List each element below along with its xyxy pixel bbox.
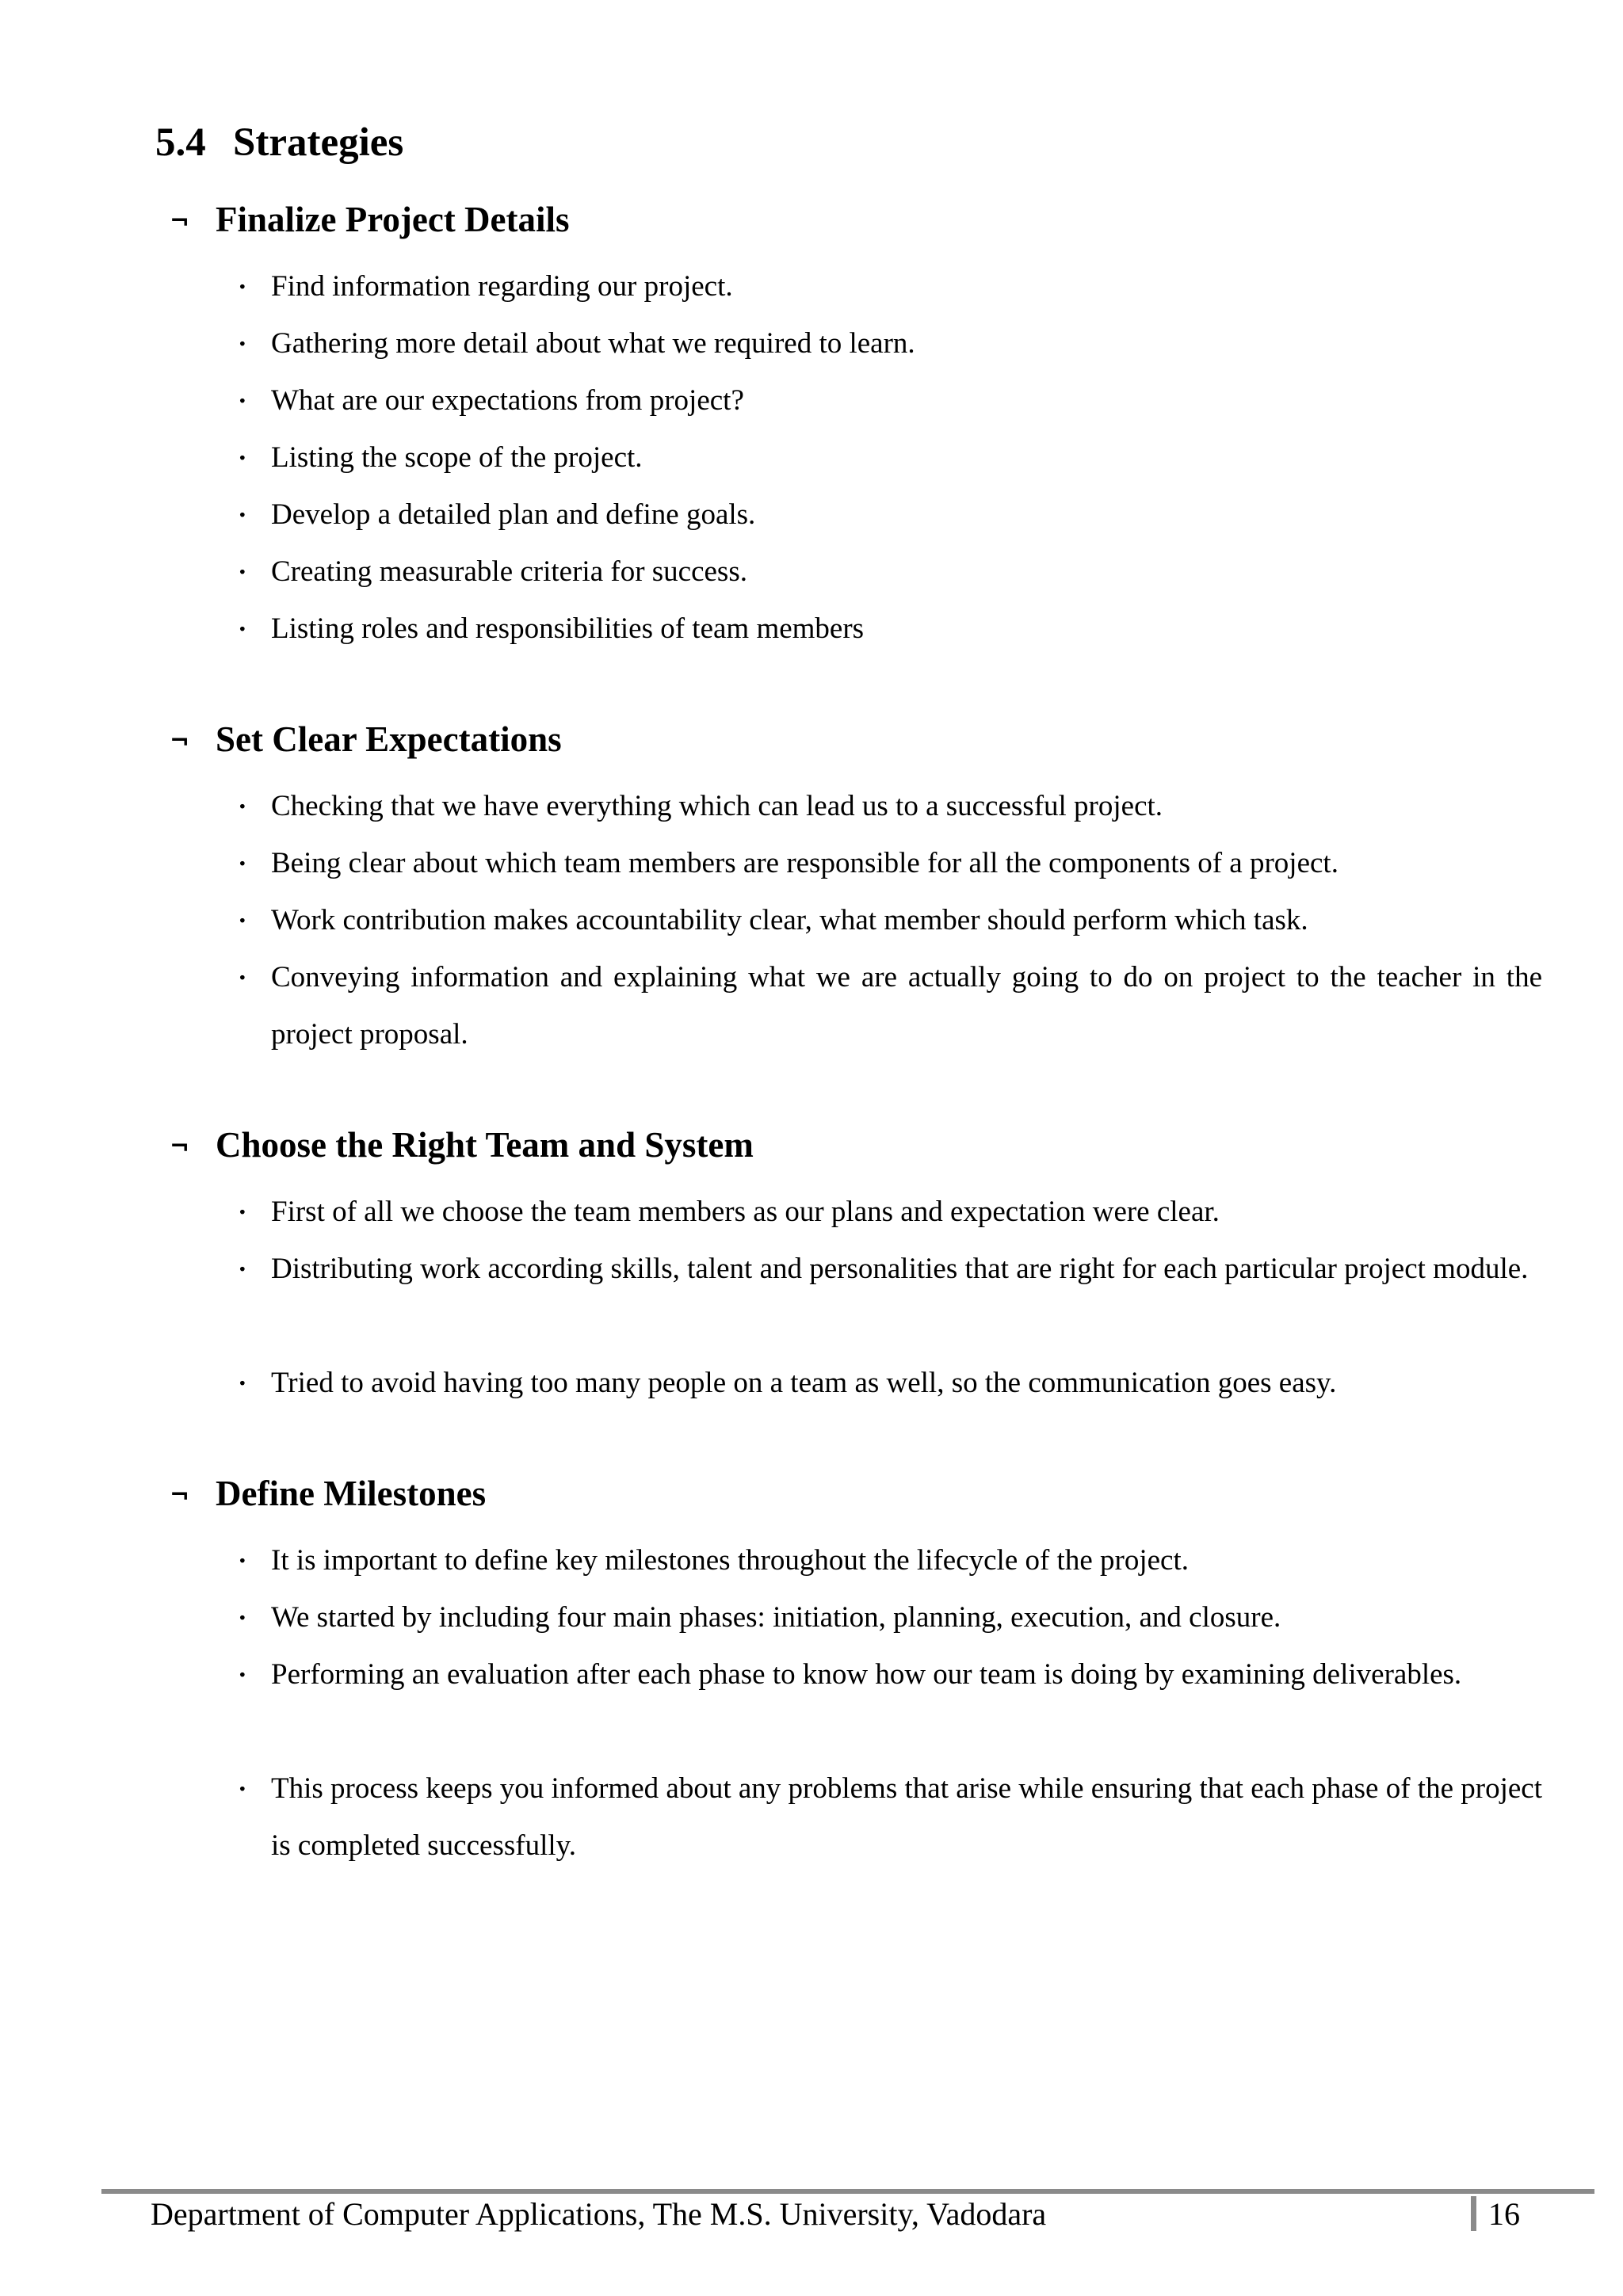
page-number: 16 [1488,2196,1520,2232]
bullet-icon: · [238,556,247,587]
list-item-text: Listing the scope of the project. [271,441,643,474]
list-item-text: First of all we choose the team members as our plans and expectation were clear. [271,1196,1220,1228]
list-item-text: Develop a detailed plan and define goals. [271,498,756,531]
list-item-text: This process keeps you informed about any problems that arise while ensuring that each phase of the project is completed successfully. [271,1772,1542,1862]
section-marker-icon: ¬ [170,208,190,235]
list-item-text: Find information regarding our project. [271,270,733,303]
list-item-text: Performing an evaluation after each phase to know how our team is doing by examining deliverables. [271,1658,1462,1691]
bullet-icon: · [238,499,247,530]
section-marker-icon: ¬ [170,1133,190,1161]
section-heading-title: Choose the Right Team and System [216,1125,754,1165]
bullet-icon: · [238,385,247,416]
list-item-text: We started by including four main phases: initiation, planning, execution, and closure. [271,1601,1281,1634]
list-item-text: Checking that we have everything which can lead us to a successful project. [271,790,1163,822]
bullet-icon: · [238,1367,247,1398]
section-heading-title: Define Milestones [216,1474,487,1513]
bullet-icon: · [238,613,247,644]
list-item-text: Conveying information and explaining what we are actually going to do on project to the teacher in the project proposal. [271,961,1542,1051]
list-item-text: Work contribution makes accountability clear, what member should perform which task. [271,904,1308,936]
list-item-text: What are our expectations from project? [271,384,744,417]
list-item-text: Distributing work according skills, talent and personalities that are right for each particular project module. [271,1253,1529,1285]
bullet-icon: · [238,1659,247,1690]
bullet-icon: · [238,962,247,993]
bullet-icon: · [238,791,247,822]
bullet-icon: · [238,848,247,879]
bullet-icon: · [238,328,247,359]
bullet-icon: · [238,1545,247,1576]
bullet-icon: · [238,442,247,473]
section-heading-title: Set Clear Expectations [216,719,562,759]
bullet-icon: · [238,1196,247,1227]
section-title: Strategies [233,120,404,165]
section-number: 5.4 [155,120,206,165]
section-marker-icon: ¬ [170,1482,190,1509]
page-title [155,119,403,167]
list-item-text: Being clear about which team members are responsible for all the components of a project. [271,847,1338,879]
bullet-icon: · [238,905,247,936]
bullet-icon: · [238,271,247,302]
footer-department: Department of Computer Applications, The M.S. University, Vadodara [151,2196,1047,2232]
list-item-text: Listing roles and responsibilities of team members [271,612,865,645]
list-item-text: Gathering more detail about what we required to learn. [271,327,915,360]
page-number-separator [1471,2196,1476,2231]
list-item-text: It is important to define key milestones throughout the lifecycle of the project. [271,1544,1189,1577]
bullet-icon: · [238,1773,247,1804]
section-marker-icon: ¬ [170,727,190,755]
list-item-text: Tried to avoid having too many people on a team as well, so the communication goes easy. [271,1367,1337,1399]
list-item-text: Creating measurable criteria for success. [271,555,747,588]
bullet-icon: · [238,1253,247,1284]
bullet-icon: · [238,1602,247,1633]
section-heading-title: Finalize Project Details [216,200,570,239]
